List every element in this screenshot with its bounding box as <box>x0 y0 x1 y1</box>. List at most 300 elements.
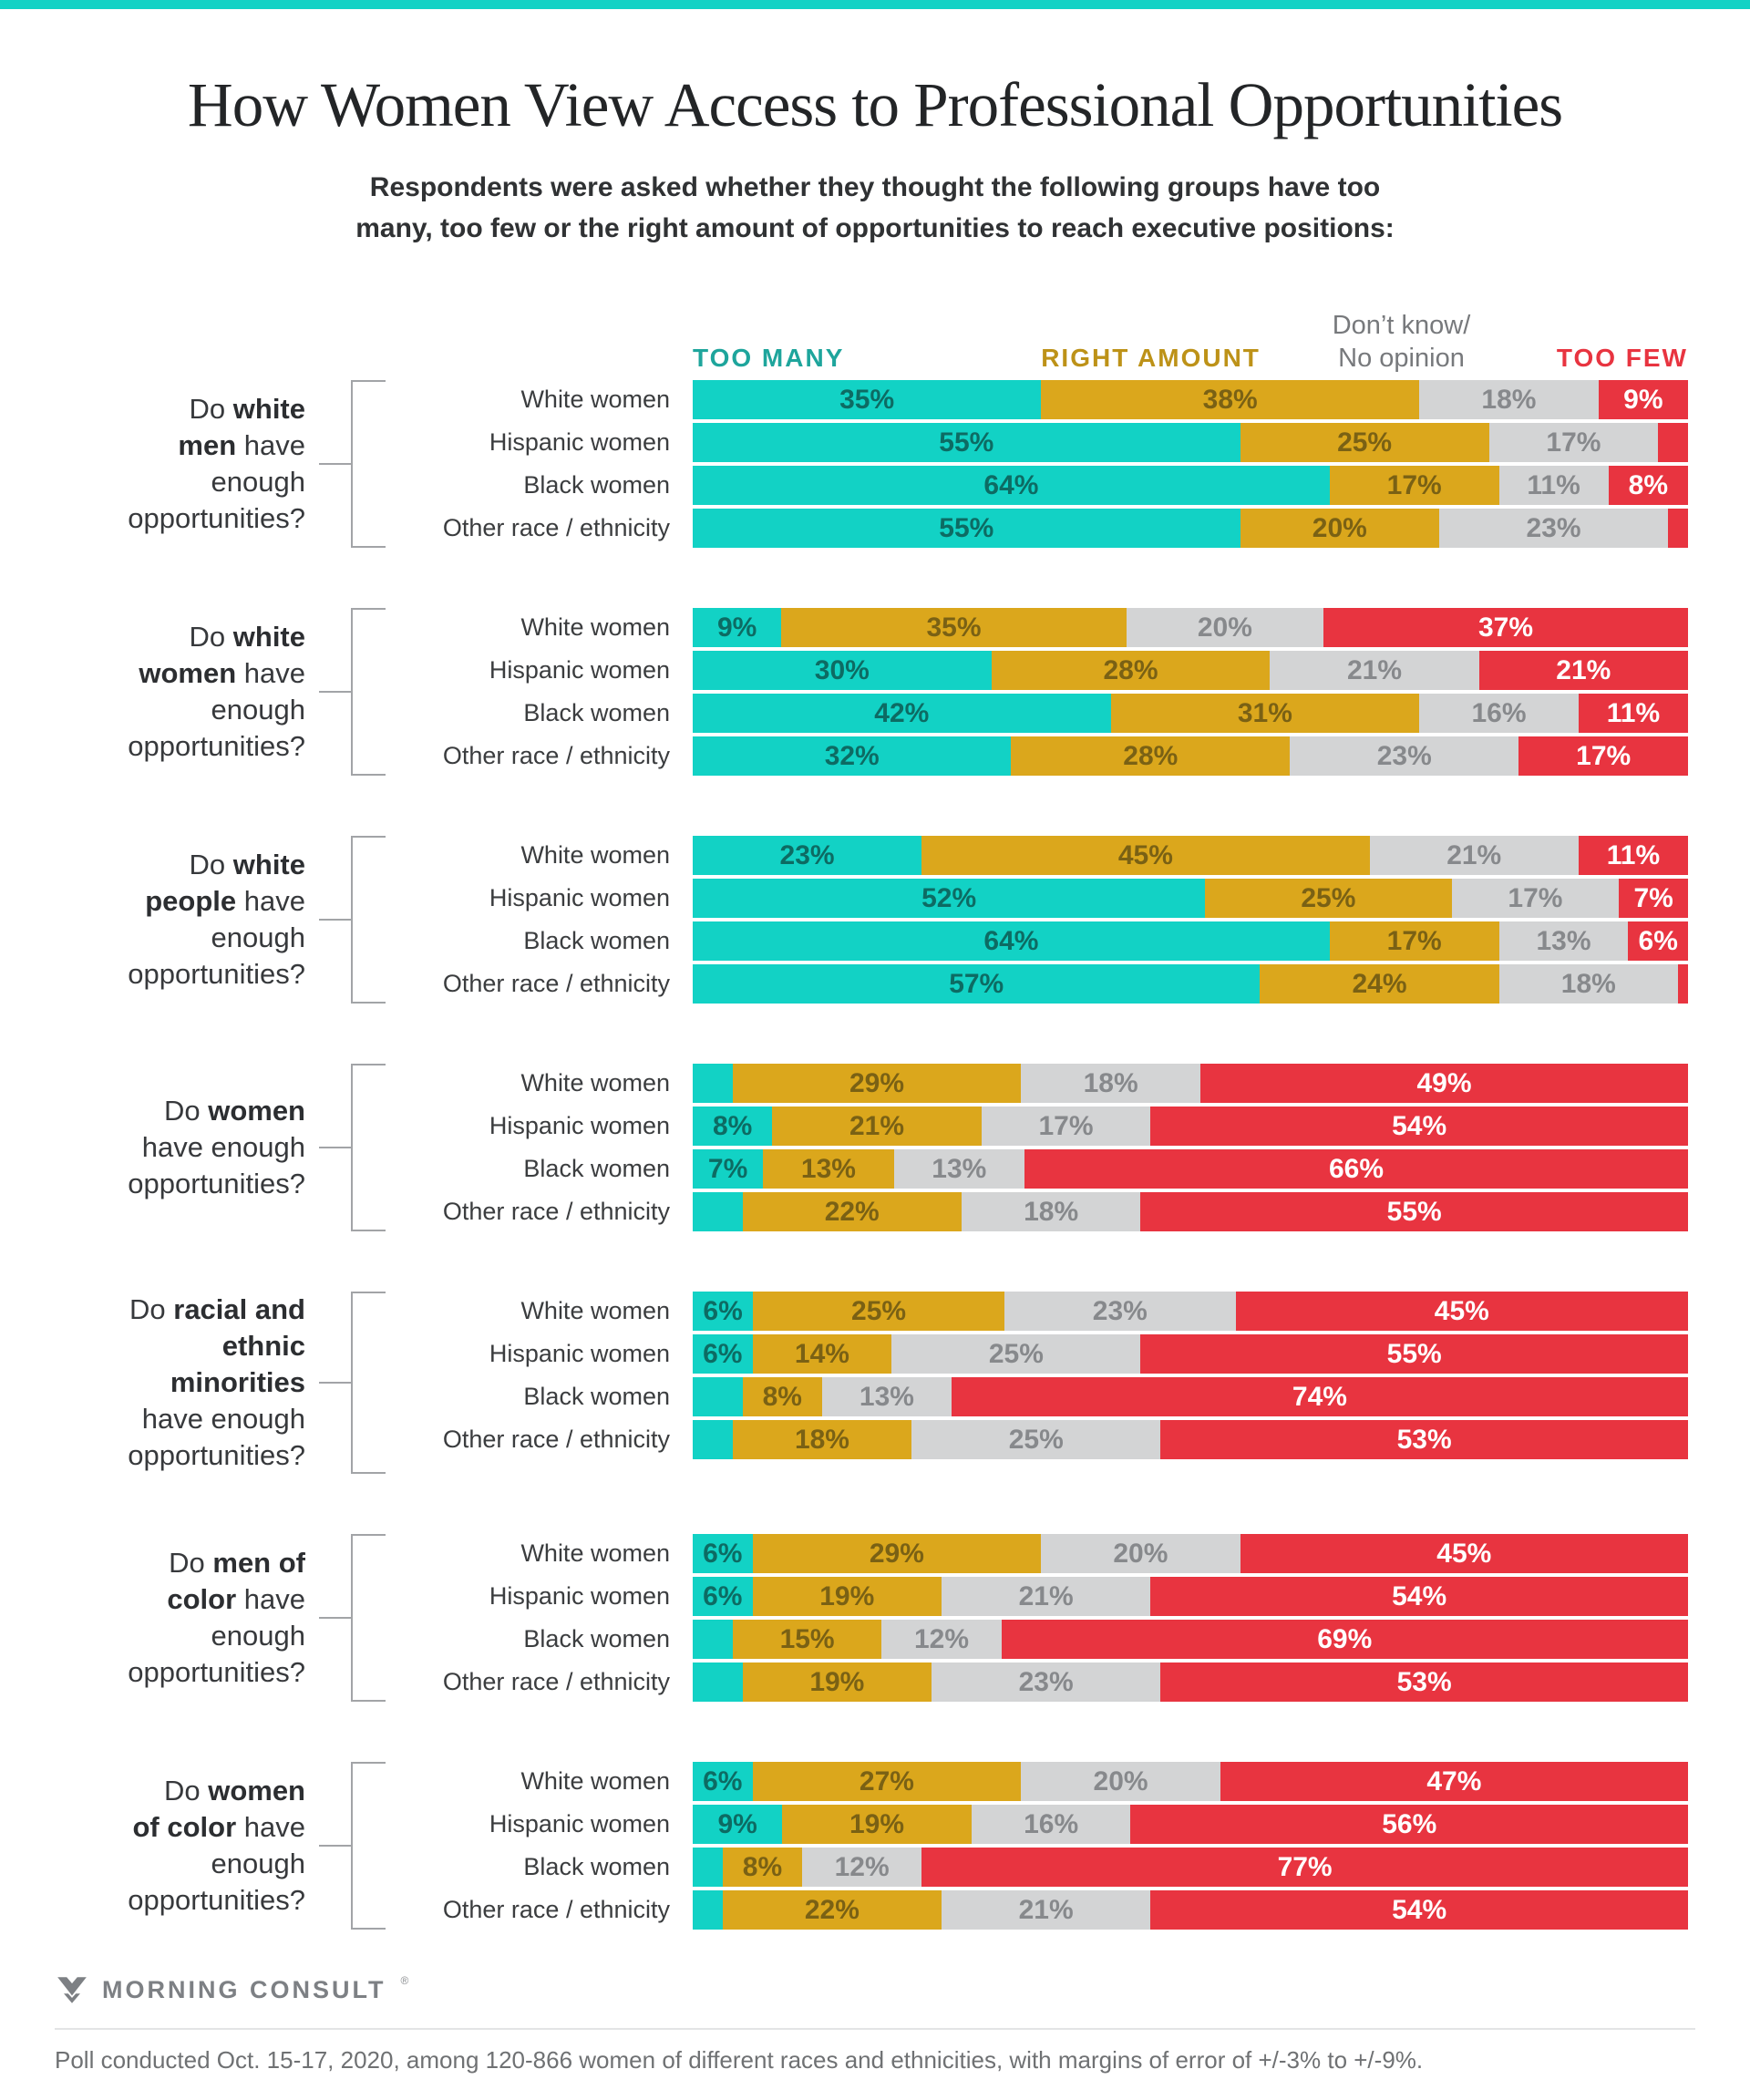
question-line <box>0 1545 305 1581</box>
row-label: Hispanic women <box>489 656 670 685</box>
bar-segment-dont-know-no-opinion: 11% <box>1499 466 1609 505</box>
stacked-bar <box>693 423 1688 462</box>
bracket-mid-tick <box>319 1382 351 1384</box>
row-label: Hispanic women <box>489 1340 670 1368</box>
question-bold-text: men <box>178 429 237 462</box>
bar-segment-right-amount: 17% <box>1330 466 1499 505</box>
legend-too-many: TOO MANY <box>693 344 845 373</box>
bar-segment-dont-know-no-opinion: 18% <box>962 1192 1141 1231</box>
group-bracket <box>305 1534 387 1702</box>
bar-row <box>387 1107 1688 1146</box>
question-line <box>0 1581 305 1618</box>
subtitle-line-2: many, too few or the right amount of opportunities to reach executive positions: <box>355 213 1395 244</box>
bar-segment-too-few: 47% <box>1220 1762 1688 1801</box>
stacked-bar <box>693 921 1688 961</box>
question-line <box>0 1882 305 1919</box>
bar-row <box>387 1762 1688 1801</box>
bar-segment-dont-know-no-opinion: 25% <box>911 1420 1160 1459</box>
question-line <box>0 655 305 692</box>
bar-segment-too-many: 6% <box>693 1577 753 1616</box>
bar-row <box>387 921 1688 961</box>
bar-segment-right-amount: 17% <box>1330 921 1499 961</box>
bar-segment-too-few <box>1678 964 1688 1004</box>
question-text: opportunities? <box>128 730 305 763</box>
row-label: Other race / ethnicity <box>442 514 670 542</box>
group-question <box>0 1292 305 1474</box>
bar-segment-too-few: 54% <box>1150 1577 1688 1616</box>
row-label: Black women <box>523 1625 670 1653</box>
question-text: Do <box>189 849 233 881</box>
bracket-mid-tick <box>319 1617 351 1619</box>
question-bold-text: color <box>167 1583 237 1616</box>
bar-segment-too-few: 74% <box>952 1377 1688 1416</box>
question-bold-text: ethnic <box>221 1330 305 1363</box>
bar-segment-right-amount: 27% <box>753 1762 1022 1801</box>
bar-segment-too-many: 64% <box>693 466 1330 505</box>
question-line <box>0 500 305 537</box>
stacked-bar <box>693 694 1688 733</box>
group-rows <box>387 1064 1688 1231</box>
row-label: White women <box>520 1767 670 1796</box>
chart-group-3 <box>0 836 1688 1004</box>
bar-segment-right-amount: 25% <box>753 1292 1004 1331</box>
bar-segment-right-amount: 25% <box>1240 423 1489 462</box>
question-line <box>0 1654 305 1691</box>
bar-segment-dont-know-no-opinion: 16% <box>972 1805 1131 1844</box>
bar-segment-right-amount: 28% <box>1011 736 1290 776</box>
bracket-mid-tick <box>319 1147 351 1148</box>
stacked-bar <box>693 1848 1688 1887</box>
bracket-line <box>351 380 353 548</box>
bar-segment-too-many: 32% <box>693 736 1011 776</box>
bar-row <box>387 964 1688 1004</box>
question-text: opportunities? <box>128 958 305 991</box>
bar-segment-dont-know-no-opinion: 16% <box>1419 694 1579 733</box>
bar-segment-too-few: 56% <box>1130 1805 1688 1844</box>
bar-row <box>387 1334 1688 1374</box>
bracket-line <box>351 1534 353 1702</box>
bar-segment-too-few: 9% <box>1599 380 1688 419</box>
bar-segment-right-amount: 8% <box>723 1848 802 1887</box>
bracket-line <box>351 836 353 1004</box>
bracket-mid-tick <box>319 691 351 693</box>
morning-consult-m-icon <box>55 1972 89 2007</box>
question-text: opportunities? <box>128 1439 305 1472</box>
bar-row <box>387 1662 1688 1702</box>
bracket-line <box>351 1064 353 1231</box>
row-label: White women <box>520 841 670 870</box>
chart-group-6 <box>0 1534 1688 1702</box>
chart-group-1 <box>0 380 1688 548</box>
question-line <box>0 692 305 728</box>
question-text: have <box>236 429 305 462</box>
bar-segment-dont-know-no-opinion: 18% <box>1021 1064 1200 1103</box>
bar-segment-dont-know-no-opinion: 20% <box>1021 1762 1220 1801</box>
bar-segment-too-many: 42% <box>693 694 1111 733</box>
question-text: have <box>236 1811 305 1844</box>
row-label: Hispanic women <box>489 1582 670 1611</box>
question-line <box>0 427 305 464</box>
bar-row <box>387 651 1688 690</box>
bar-segment-too-few: 69% <box>1002 1620 1688 1659</box>
bar-segment-right-amount: 8% <box>743 1377 822 1416</box>
stacked-bar <box>693 836 1688 875</box>
question-text: Do <box>163 1775 209 1807</box>
row-label: White women <box>520 386 670 414</box>
stacked-bar <box>693 1762 1688 1801</box>
bar-segment-dont-know-no-opinion: 23% <box>932 1662 1160 1702</box>
group-rows <box>387 608 1688 776</box>
stacked-bar <box>693 466 1688 505</box>
stacked-bar <box>693 1805 1688 1844</box>
row-label: Other race / ethnicity <box>442 742 670 770</box>
row-label: Hispanic women <box>489 1810 670 1838</box>
stacked-bar <box>693 1620 1688 1659</box>
question-text: enough <box>211 921 305 954</box>
bar-segment-too-few: 55% <box>1140 1192 1688 1231</box>
question-text: have <box>236 1583 305 1616</box>
bar-segment-too-many: 23% <box>693 836 921 875</box>
bar-segment-too-few: 45% <box>1236 1292 1688 1331</box>
bar-segment-too-few: 21% <box>1479 651 1688 690</box>
stacked-bar <box>693 651 1688 690</box>
group-rows <box>387 836 1688 1004</box>
bar-segment-too-few <box>1668 509 1688 548</box>
question-text: Do <box>189 393 233 426</box>
question-text: enough <box>211 694 305 726</box>
bar-segment-too-many <box>693 1192 743 1231</box>
stacked-bar <box>693 1534 1688 1573</box>
row-label: White women <box>520 1297 670 1325</box>
bar-row <box>387 509 1688 548</box>
bar-segment-too-few: 55% <box>1140 1334 1688 1374</box>
bar-segment-too-many <box>693 1662 743 1702</box>
bar-segment-too-many: 30% <box>693 651 992 690</box>
bar-row <box>387 836 1688 875</box>
bar-segment-right-amount: 19% <box>753 1577 942 1616</box>
bar-segment-too-few: 66% <box>1024 1149 1688 1189</box>
chart-group-4 <box>0 1064 1688 1231</box>
stacked-bar <box>693 1420 1688 1459</box>
bar-segment-too-many: 52% <box>693 879 1205 918</box>
bar-segment-dont-know-no-opinion: 18% <box>1499 964 1679 1004</box>
bar-segment-too-few: 45% <box>1240 1534 1688 1573</box>
bar-segment-too-many: 35% <box>693 380 1041 419</box>
chart <box>0 380 1688 1930</box>
stacked-bar <box>693 1292 1688 1331</box>
bar-row <box>387 1848 1688 1887</box>
group-question <box>0 391 305 537</box>
question-bold-text: women <box>208 1775 305 1807</box>
bar-segment-dont-know-no-opinion: 18% <box>1419 380 1599 419</box>
group-question <box>0 1545 305 1691</box>
bar-segment-dont-know-no-opinion: 17% <box>1452 879 1620 918</box>
top-accent-bar <box>0 0 1750 9</box>
question-line <box>0 619 305 655</box>
subtitle-line-1: Respondents were asked whether they thought the following groups have too <box>369 172 1381 203</box>
stacked-bar <box>693 509 1688 548</box>
bar-segment-too-many: 64% <box>693 921 1330 961</box>
question-bold-text: minorities <box>170 1366 305 1399</box>
bar-row <box>387 879 1688 918</box>
row-label: Black women <box>523 699 670 727</box>
question-text: Do <box>163 1095 209 1127</box>
footer-divider <box>55 2028 1695 2030</box>
bar-row <box>387 1805 1688 1844</box>
bar-row <box>387 1192 1688 1231</box>
bar-segment-too-many: 55% <box>693 509 1240 548</box>
question-line <box>0 1618 305 1654</box>
bar-segment-dont-know-no-opinion: 12% <box>802 1848 921 1887</box>
group-bracket <box>305 836 387 1004</box>
question-line <box>0 920 305 956</box>
bar-segment-too-few <box>1658 423 1688 462</box>
legend-dont-know-line-1: Don’t know/ <box>1332 311 1471 341</box>
question-line <box>0 1292 305 1328</box>
bar-segment-dont-know-no-opinion: 21% <box>942 1890 1150 1930</box>
question-text: opportunities? <box>128 1656 305 1689</box>
question-line <box>0 956 305 993</box>
bar-row <box>387 466 1688 505</box>
bar-row <box>387 736 1688 776</box>
group-rows <box>387 1534 1688 1702</box>
question-text: have <box>236 657 305 690</box>
bar-row <box>387 608 1688 647</box>
bar-segment-too-few: 49% <box>1200 1064 1688 1103</box>
bar-segment-too-many <box>693 1377 743 1416</box>
bracket-line <box>351 608 353 776</box>
legend-dont-know-line-2: No opinion <box>1338 344 1465 374</box>
bar-segment-too-few: 53% <box>1160 1420 1688 1459</box>
bracket-mid-tick <box>319 919 351 921</box>
group-bracket <box>305 380 387 548</box>
bar-segment-dont-know-no-opinion: 20% <box>1041 1534 1240 1573</box>
question-text: Do <box>129 1293 174 1326</box>
row-label: Hispanic women <box>489 1112 670 1140</box>
stacked-bar <box>693 1377 1688 1416</box>
footer <box>55 1971 1695 2074</box>
bar-segment-too-many: 57% <box>693 964 1260 1004</box>
bar-row <box>387 1377 1688 1416</box>
bar-segment-too-few: 53% <box>1160 1662 1688 1702</box>
question-text: enough <box>211 466 305 499</box>
bar-segment-right-amount: 20% <box>1240 509 1439 548</box>
bar-segment-too-many: 6% <box>693 1534 753 1573</box>
bar-segment-too-many: 7% <box>693 1149 763 1189</box>
bar-segment-dont-know-no-opinion: 21% <box>1370 836 1579 875</box>
chart-group-5 <box>0 1292 1688 1474</box>
row-label: White women <box>520 1069 670 1097</box>
question-line <box>0 464 305 500</box>
bracket-mid-tick <box>319 1845 351 1847</box>
stacked-bar <box>693 380 1688 419</box>
question-bold-text: men of <box>212 1547 305 1580</box>
bar-segment-dont-know-no-opinion: 13% <box>894 1149 1024 1189</box>
question-line <box>0 1166 305 1202</box>
bar-segment-right-amount: 15% <box>733 1620 882 1659</box>
stacked-bar <box>693 1577 1688 1616</box>
bar-segment-too-many <box>693 1848 723 1887</box>
bar-segment-too-few: 7% <box>1619 879 1688 918</box>
bar-row <box>387 423 1688 462</box>
stacked-bar <box>693 608 1688 647</box>
stacked-bar <box>693 1890 1688 1930</box>
bar-segment-dont-know-no-opinion: 17% <box>982 1107 1151 1146</box>
group-rows <box>387 380 1688 548</box>
bar-segment-right-amount: 28% <box>992 651 1271 690</box>
group-question <box>0 1093 305 1202</box>
bar-row <box>387 694 1688 733</box>
question-line <box>0 1364 305 1401</box>
question-line <box>0 1773 305 1809</box>
bar-row <box>387 1890 1688 1930</box>
bar-segment-right-amount: 22% <box>723 1890 942 1930</box>
stacked-bar <box>693 1064 1688 1103</box>
stacked-bar <box>693 1149 1688 1189</box>
bracket-line <box>351 1292 353 1474</box>
group-bracket <box>305 1064 387 1231</box>
bar-segment-dont-know-no-opinion: 23% <box>1290 736 1518 776</box>
row-label: Other race / ethnicity <box>442 1426 670 1454</box>
bar-row <box>387 1620 1688 1659</box>
legend <box>693 296 1688 375</box>
question-line <box>0 1328 305 1364</box>
question-bold-text: of color <box>132 1811 237 1844</box>
bar-segment-too-few: 11% <box>1579 694 1688 733</box>
question-text: enough <box>211 1620 305 1652</box>
stacked-bar <box>693 1192 1688 1231</box>
bar-row <box>387 1292 1688 1331</box>
bar-segment-too-many: 55% <box>693 423 1240 462</box>
question-line <box>0 1809 305 1846</box>
question-line <box>0 1401 305 1437</box>
registered-trademark-symbol: ® <box>400 1974 409 1988</box>
row-label: Black women <box>523 471 670 499</box>
group-rows <box>387 1762 1688 1930</box>
bar-segment-too-many <box>693 1064 733 1103</box>
chart-group-2 <box>0 608 1688 776</box>
question-line <box>0 883 305 920</box>
bar-segment-right-amount: 29% <box>753 1534 1042 1573</box>
question-line <box>0 391 305 427</box>
question-bold-text: white <box>232 621 305 654</box>
row-label: Hispanic women <box>489 428 670 457</box>
question-text: opportunities? <box>128 502 305 535</box>
bar-segment-too-many: 9% <box>693 1805 782 1844</box>
bar-segment-too-few: 6% <box>1628 921 1688 961</box>
bar-segment-too-many <box>693 1620 733 1659</box>
bar-row <box>387 380 1688 419</box>
question-text: opportunities? <box>128 1884 305 1917</box>
bar-segment-right-amount: 24% <box>1260 964 1498 1004</box>
question-text: have enough <box>141 1403 305 1436</box>
bar-segment-too-few: 8% <box>1609 466 1688 505</box>
question-line <box>0 1437 305 1474</box>
bar-segment-too-many: 6% <box>693 1292 753 1331</box>
poll-methodology-note: Poll conducted Oct. 15-17, 2020, among 120-866 women of different races and ethnicities, with margins of error of +/-3% to +/-9%. <box>55 2046 1424 2074</box>
bar-segment-too-many: 8% <box>693 1107 772 1146</box>
row-label: Hispanic women <box>489 884 670 912</box>
stacked-bar <box>693 1107 1688 1146</box>
legend-dont-know <box>1315 309 1488 375</box>
group-question <box>0 847 305 993</box>
question-bold-text: white <box>232 849 305 881</box>
bar-segment-right-amount: 25% <box>1205 879 1451 918</box>
question-text: opportunities? <box>128 1168 305 1200</box>
stacked-bar <box>693 1334 1688 1374</box>
stacked-bar <box>693 879 1688 918</box>
bar-segment-right-amount: 38% <box>1041 380 1419 419</box>
bar-segment-dont-know-no-opinion: 23% <box>1439 509 1668 548</box>
stacked-bar <box>693 964 1688 1004</box>
row-label: White women <box>520 1539 670 1568</box>
bar-segment-too-few: 17% <box>1518 736 1688 776</box>
bar-segment-right-amount: 18% <box>733 1420 912 1459</box>
bar-segment-right-amount: 35% <box>781 608 1126 647</box>
group-bracket <box>305 608 387 776</box>
bar-segment-right-amount: 22% <box>743 1192 962 1231</box>
bar-segment-dont-know-no-opinion: 12% <box>881 1620 1001 1659</box>
bar-segment-right-amount: 29% <box>733 1064 1022 1103</box>
page-title: How Women View Access to Professional Opportunities <box>187 70 1563 139</box>
bar-segment-too-few: 54% <box>1150 1107 1688 1146</box>
question-text: Do <box>169 1547 213 1580</box>
bar-segment-dont-know-no-opinion: 21% <box>942 1577 1150 1616</box>
bar-row <box>387 1577 1688 1616</box>
stacked-bar <box>693 736 1688 776</box>
question-text: enough <box>211 1848 305 1880</box>
bar-row <box>387 1420 1688 1459</box>
chart-group-7 <box>0 1762 1688 1930</box>
question-line <box>0 1129 305 1166</box>
question-bold-text: people <box>145 885 237 918</box>
question-line <box>0 728 305 765</box>
legend-right-amount: RIGHT AMOUNT <box>1041 344 1261 373</box>
row-label: Black women <box>523 1853 670 1881</box>
bar-segment-too-few: 54% <box>1150 1890 1688 1930</box>
bar-row <box>387 1064 1688 1103</box>
row-label: Other race / ethnicity <box>442 1668 670 1696</box>
question-text: have enough <box>141 1131 305 1164</box>
bar-segment-dont-know-no-opinion: 25% <box>891 1334 1140 1374</box>
bar-segment-right-amount: 21% <box>772 1107 981 1146</box>
morning-consult-logo <box>55 1971 1695 2008</box>
question-text: have <box>236 885 305 918</box>
bar-segment-too-many: 9% <box>693 608 781 647</box>
legend-too-few: TOO FEW <box>1556 344 1688 373</box>
row-label: Black women <box>523 1155 670 1183</box>
bracket-mid-tick <box>319 463 351 465</box>
group-bracket <box>305 1762 387 1930</box>
row-label: Other race / ethnicity <box>442 1896 670 1924</box>
row-label: Black women <box>523 927 670 955</box>
bar-segment-right-amount: 31% <box>1111 694 1420 733</box>
question-line <box>0 847 305 883</box>
bar-segment-too-many <box>693 1890 723 1930</box>
bar-segment-right-amount: 19% <box>743 1662 932 1702</box>
bar-row <box>387 1534 1688 1573</box>
bar-segment-too-many: 6% <box>693 1762 753 1801</box>
group-rows <box>387 1292 1688 1474</box>
group-question <box>0 1773 305 1919</box>
bar-segment-dont-know-no-opinion: 23% <box>1004 1292 1236 1331</box>
bar-segment-too-many: 6% <box>693 1334 753 1374</box>
question-line <box>0 1093 305 1129</box>
bar-segment-right-amount: 19% <box>782 1805 971 1844</box>
bar-segment-too-few: 77% <box>921 1848 1688 1887</box>
question-bold-text: racial and <box>173 1293 305 1326</box>
question-line <box>0 1846 305 1882</box>
